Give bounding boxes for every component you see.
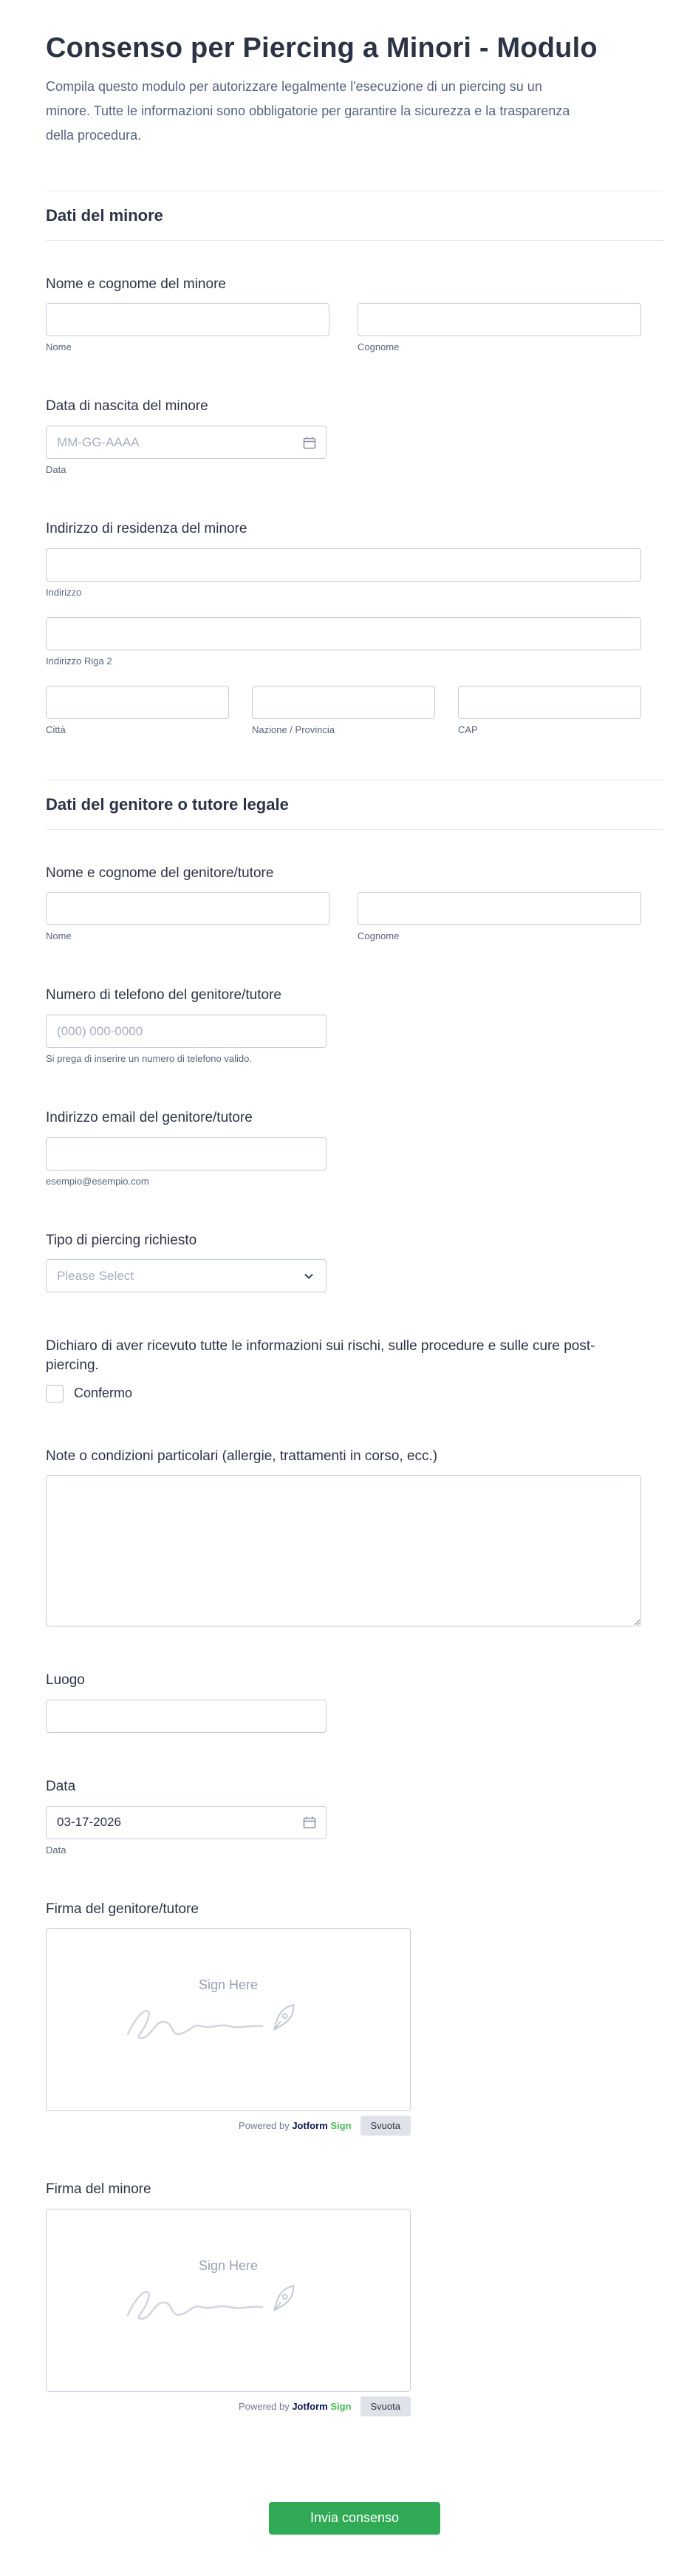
place-label: Luogo <box>46 1672 85 1689</box>
signature-squiggle <box>117 2274 339 2342</box>
jotform-brand: Jotform <box>292 2400 328 2412</box>
section-title-guardian: Dati del genitore o tutore legale <box>46 794 289 814</box>
date-sublabel: Data <box>46 1844 66 1856</box>
minor-first-name-input[interactable] <box>46 303 329 336</box>
jotform-sign-brand: Sign <box>330 2120 352 2132</box>
guardian-phone-input[interactable] <box>46 1015 327 1048</box>
field-notes <box>46 1447 663 1627</box>
minor-first-name-sublabel: Nome <box>46 341 72 353</box>
field-minor-birthdate <box>46 397 663 475</box>
address-line2-input[interactable] <box>46 617 641 650</box>
minor-birthdate-input[interactable] <box>46 426 327 459</box>
guardian-phone-label: Numero di telefono del genitore/tutore <box>46 987 281 1004</box>
guardian-email-label: Indirizzo email del genitore/tutore <box>46 1110 253 1126</box>
pen-nib-icon <box>270 2283 298 2314</box>
address-zip-input[interactable] <box>458 686 641 719</box>
guardian-first-name-input[interactable] <box>46 892 329 925</box>
powered-by-label: Powered by <box>239 2120 290 2132</box>
guardian-name-label: Nome e cognome del genitore/tutore <box>46 865 274 881</box>
address-state-sublabel: Nazione / Provincia <box>252 723 335 735</box>
address-state-input[interactable] <box>252 686 435 719</box>
consent-checkbox[interactable] <box>46 1385 64 1403</box>
place-input[interactable] <box>46 1700 327 1733</box>
sign-here-text: Sign Here <box>198 2258 259 2273</box>
field-minor-name <box>46 275 663 353</box>
minor-name-label: Nome e cognome del minore <box>46 276 226 292</box>
address-city-sublabel: Città <box>46 723 66 735</box>
section-header-guardian <box>46 780 663 830</box>
minor-last-name-input[interactable] <box>358 303 641 336</box>
consent-checkbox-label: Confermo <box>74 1386 133 1401</box>
guardian-first-name-sublabel: Nome <box>46 930 72 942</box>
calendar-icon[interactable] <box>301 1814 318 1830</box>
signature-minor-label: Firma del minore <box>46 2181 151 2198</box>
address-line1-sublabel: Indirizzo <box>46 586 82 598</box>
minor-last-name-sublabel: Cognome <box>358 341 400 353</box>
address-zip-sublabel: CAP <box>458 723 478 735</box>
clear-signature-button[interactable]: Svuota <box>360 2116 411 2136</box>
calendar-icon[interactable] <box>301 435 318 451</box>
jotform-sign-brand: Sign <box>330 2400 352 2412</box>
minor-birthdate-sublabel: Data <box>46 464 66 476</box>
guardian-phone-helper: Si prega di inserire un numero di telefono valido. <box>46 1053 252 1065</box>
minor-address-label: Indirizzo di residenza del minore <box>46 521 247 537</box>
piercing-type-select[interactable] <box>46 1259 327 1292</box>
page-title: Consenso per Piercing a Minori - Modulo <box>46 33 598 64</box>
jotform-brand: Jotform <box>292 2120 328 2132</box>
date-label: Data <box>46 1778 76 1794</box>
field-consent <box>46 1337 663 1402</box>
pen-nib-icon <box>270 2002 298 2033</box>
page-subtitle: Compila questo modulo per autorizzare legalmente l'esecuzione di un piercing su un minore. Tutte le informazioni sono obbligatorie per garantire la sicurezza e la trasparenza della procedura. <box>46 79 570 143</box>
minor-signature-pad[interactable] <box>46 2209 411 2392</box>
field-date <box>46 1777 663 1856</box>
submit-button[interactable]: Invia consenso <box>269 2502 440 2535</box>
sign-here-text: Sign Here <box>198 1977 259 1993</box>
clear-signature-button[interactable]: Svuota <box>360 2396 411 2416</box>
field-signature-guardian <box>46 1900 663 2136</box>
address-line1-input[interactable] <box>46 548 641 582</box>
section-title-minor: Dati del minore <box>46 205 163 225</box>
guardian-last-name-input[interactable] <box>358 892 641 925</box>
field-guardian-name <box>46 864 663 942</box>
field-guardian-phone <box>46 986 663 1064</box>
field-minor-address <box>46 519 663 735</box>
consent-label: Dichiaro di aver ricevuto tutte le informazioni sui rischi, sulle procedure e sulle cure post-piercing. <box>46 1338 595 1373</box>
chevron-down-icon <box>301 1268 317 1284</box>
guardian-email-input[interactable] <box>46 1137 327 1171</box>
signature-guardian-label: Firma del genitore/tutore <box>46 1901 199 1917</box>
address-line2-sublabel: Indirizzo Riga 2 <box>46 655 112 667</box>
field-signature-minor <box>46 2180 663 2416</box>
guardian-signature-pad[interactable] <box>46 1928 411 2111</box>
address-city-input[interactable] <box>46 686 229 719</box>
guardian-last-name-sublabel: Cognome <box>358 930 400 942</box>
date-input[interactable] <box>46 1806 327 1839</box>
powered-by-text <box>239 2120 351 2131</box>
piercing-type-label: Tipo di piercing richiesto <box>46 1232 197 1248</box>
notes-textarea[interactable] <box>46 1475 641 1626</box>
powered-by-text <box>239 2401 351 2412</box>
field-piercing-type <box>46 1231 663 1293</box>
powered-by-label: Powered by <box>239 2400 290 2412</box>
signature-squiggle <box>117 1993 339 2062</box>
piercing-type-selected-value: Please Select <box>57 1268 134 1283</box>
notes-label: Note o condizioni particolari (allergie, trattamenti in corso, ecc.) <box>46 1448 438 1464</box>
section-header-minor <box>46 191 663 241</box>
guardian-email-helper: esempio@esempio.com <box>46 1175 149 1187</box>
field-guardian-email <box>46 1108 663 1187</box>
minor-birthdate-label: Data di nascita del minore <box>46 398 208 415</box>
field-place <box>46 1671 663 1733</box>
